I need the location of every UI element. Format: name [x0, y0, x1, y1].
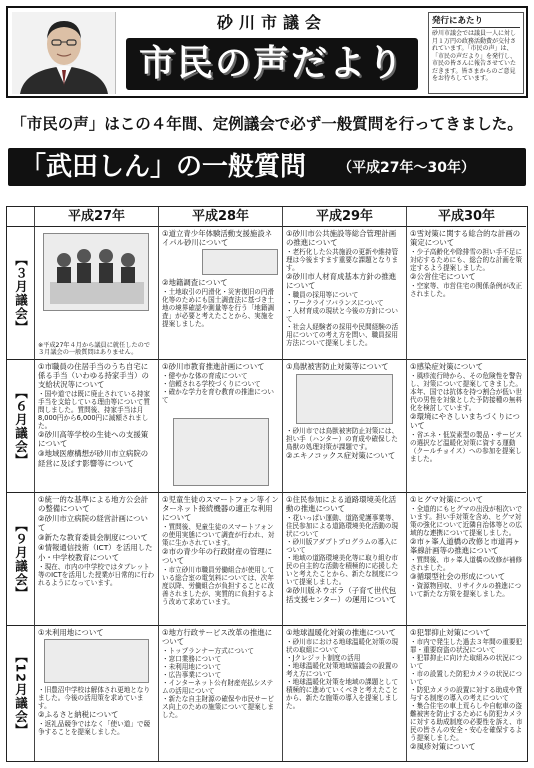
question-detail: ・質問後、市ヶ峯人道橋の改修が補修されました。 [410, 556, 523, 573]
question-detail: ・社会人経験者の採用や民間経験の活用についての考え方を問い、職員採用方法について提案しました。 [286, 323, 399, 348]
councillor-portrait [12, 12, 116, 94]
question-item: ①鳥獣被害防止対策等について [286, 362, 389, 371]
question-item: ②環境にやさしいまちづくりについて [410, 412, 520, 431]
assembly-illustration [43, 233, 149, 311]
question-detail: ・集合住宅の車上荒らしや自転車の盗難被害を防止するためにも防犯カメラに対する助成制度の必要性を訴え、市民の皆さんの安全・安心を確保するよう提案しました。 [410, 702, 523, 743]
cell-h27-june [35, 360, 159, 493]
month-header-september [7, 493, 35, 626]
question-detail: ・砂川市では鳥獣被害防止対策には、担い手（ハンター）の育成や確保した鳥獣の処理対策が課題です。 [286, 427, 399, 452]
school-photo [44, 639, 149, 683]
cell-h29-september [283, 493, 407, 626]
question-detail: ・窓口業務について [162, 655, 222, 664]
question-detail: ・新たな自主財源の確保や市民サービス向上のための施策について提案しました。 [162, 695, 275, 720]
question-grid [6, 206, 528, 762]
question-detail: ・市内で発生した過去３年間の重要犯罪・重要窃盗の状況について [410, 638, 523, 655]
newsletter-subtitle: 砂川市議会 [216, 13, 327, 32]
cell-h30-june [407, 360, 526, 493]
question-detail: ・未利用地について [162, 663, 222, 672]
year-header: 平成28年 [159, 207, 283, 227]
question-item: ①未利用地について [38, 628, 104, 637]
question-detail: ・信頼される学校づくりについて [162, 380, 261, 389]
question-item: ④情報通信技術（ICT）を活用した小・中学校教育について [38, 543, 153, 562]
question-item: ①統一的な基準による地方公会計の整備について [38, 495, 149, 514]
question-detail: ・資源物回収、リサイクルの推進について新たな方策を提案しました。 [410, 582, 522, 599]
newsletter-title: 市民の声だより [126, 38, 418, 90]
masthead [6, 6, 528, 98]
cell-h27-december [35, 626, 159, 761]
question-detail: ・現在、市内の中学校ではタブレット等のICTを活用した授業が日常的に行われるようになっています。 [38, 562, 155, 587]
question-detail: ・少子高齢化や除排雪の担い手不足に対応するためにも、総合的な計画を策定するよう提案しました。 [410, 248, 523, 273]
question-detail: ・地域の道路環境美化等に取り組む市民の自主的な活動を積極的に応援したいと考えたことから、新たな制度について提案しました。 [286, 554, 399, 587]
question-item: ②市ヶ峯人道橋の改修と市道再ヶ峯線計画等の推進について [410, 537, 521, 556]
month-label: 【６月議会】 [13, 385, 29, 467]
cell-h29-march [283, 227, 407, 360]
question-item: ②公営住宅について [410, 272, 476, 282]
cell-h30-december [407, 626, 526, 761]
question-detail: ・花いっぱい運動、道路愛護事業等、住民参加による道路環境美化活動の現状について [286, 514, 399, 539]
hunter-illustration [296, 374, 393, 424]
question-detail: ・砂川版アダプトプログラムの導入について [286, 538, 398, 555]
month-header-december [7, 626, 35, 761]
question-item: ①道立青少年体験活動支援施設ネイパル砂川について [162, 229, 273, 248]
question-detail: ・空家等、市営住宅の関係条例が改正されました。 [410, 282, 523, 299]
question-detail: ・国や道では既に廃止されている持家手当を支給している理由等について質問しました。質問後、持家手当は月8,000円から6,000円に減額されました。 [38, 390, 151, 431]
banner-title: 「武田しん」の一般質問 [20, 152, 307, 182]
question-detail: ・砂川市における地球温暖化対策の現状の取組について [286, 638, 399, 655]
cell-h30-september [407, 493, 526, 626]
question-item: ①地球温暖化対策の推進について [286, 628, 396, 637]
corner-header [7, 207, 35, 227]
question-item: ②ふるさと納税について [38, 710, 119, 720]
question-item: ③新たな教育委員会制度について [38, 533, 148, 543]
question-item: ③循環型社会の形成について [410, 572, 506, 582]
question-detail: ・防犯カメラの設置に対する助成や貸与する制度の導入の考えについて [410, 686, 523, 703]
question-detail: ・地球温暖化対策地域協議会の設置の考え方について [286, 662, 399, 679]
question-item: ①住民参加による道路環境美化活動の推進について [286, 495, 397, 514]
classroom-illustration [173, 418, 269, 486]
question-item: ②砂川市立病院の経営計画について [38, 514, 148, 533]
question-item: ③地域医療構想が砂川市立病院の経営に及ぼす影響等について [38, 449, 149, 468]
question-detail: ・Jクレジット制度の活用 [286, 654, 361, 663]
cell-h27-september [35, 493, 159, 626]
question-item: ①児童生徒のスマートフォン等インターネット接続機器の適正な利用について [162, 495, 279, 523]
question-item: ②風疹対策について [410, 742, 476, 752]
month-header-march [7, 227, 35, 360]
cell-caption: ※平成27年４月から議員に就任したので３月議会の一般質問はありません。 [38, 341, 151, 357]
facility-photo [202, 249, 278, 275]
question-item: ①感染症対策について [410, 362, 483, 371]
lead-sentence: 「市民の声」はこの４年間、定例議会で必ず一般質問を行ってきました。 [11, 115, 523, 133]
cell-h28-december [159, 626, 283, 761]
section-banner [8, 148, 526, 186]
question-item: ①ヒグマ対策について [410, 495, 483, 504]
year-header: 平成27年 [35, 207, 159, 227]
question-item: ②市の青少年の行政財産の管理について [162, 547, 273, 566]
question-detail: ・全道的にもヒグマの出没が相次いでいます。担い手対策を含め、ヒグマ対策の強化について近隣自治体等との広域的な連携について提案しました。 [410, 505, 523, 538]
question-detail: ・確かな学力を育む教育の推進について [162, 388, 274, 405]
question-detail: ・ワークライフバランスについて [286, 299, 384, 308]
year-header: 平成29年 [283, 207, 407, 227]
cell-h27-march [35, 227, 159, 360]
question-item: ①砂川市公共施設等総合管理計画の推進について [286, 229, 397, 248]
question-item: ②砂川版ネウボラ（子育て世代包括支援センター）の運用について [286, 586, 397, 605]
question-detail: ・地球温暖化対策を地域の課題として積極的に進めていくべきと考えたことから、新たな施策の導入を提案しました。 [286, 678, 399, 711]
intro-title: 発行にあたり [432, 16, 520, 28]
question-detail: ・市立砂川市職員労働組合が使用している総合室の電気料については、次年度以降、労働組合が負担することに改善されましたが、実質的に負担するよう改めて求めています。 [162, 566, 275, 607]
question-detail: ・人材育成の現状と今後の方針について [286, 307, 398, 324]
question-item: ②砂川市人材育成基本方針の推進について [286, 272, 397, 291]
question-detail: ・健やかな体の育成について [162, 372, 248, 381]
question-detail: ・トップランナー方式について [162, 647, 254, 656]
question-item: ①市職員の住居手当のうち自宅に係る手当（いわゆる持家手当）の支給状況等について [38, 362, 149, 390]
question-item: ②地籍調査について [162, 278, 228, 288]
year-header: 平成30年 [407, 207, 526, 227]
intro-body: 砂川市議会では議員一人に対し月１万円の政務活動費が交付されています。「市民の声」は、「市民の声だより」を発行し、市民の皆さんに報告させていただきます。皆さまからのご意見をお待ちしています。 [432, 30, 517, 82]
question-detail: ・返礼品競争ではなく「使い道」で競争することを提案しました。 [38, 720, 151, 737]
question-detail: ・風疹流行時から、その危険性を警告し、対策について提案してきました。本年、国では抗体を持つ割合が低い世代の男性を対象とした予防接種の無料化を検討しています。 [410, 372, 523, 413]
month-header-june [7, 360, 35, 493]
question-item: ①地方行政サービス改革の推進について [162, 628, 273, 647]
cell-h30-march [407, 227, 526, 360]
question-detail: ・広告事業について [162, 671, 222, 680]
question-detail: ・インターネット公有財産売払システムの活用について [162, 679, 274, 696]
month-label: 【３月議会】 [13, 252, 29, 334]
cell-h28-september [159, 493, 283, 626]
question-item: ②エキノコックス症対策について [286, 451, 396, 461]
banner-period: （平成27年〜30年） [338, 160, 475, 176]
question-detail: ・省エネ・低炭素型の製品・サービスの選択など温暖化対策に資する運動（クールチョイス）への参加を提案しました。 [410, 431, 523, 464]
question-item: ①砂川市教育推進計画について [162, 362, 265, 371]
question-detail: ・職員の採用等について [286, 291, 359, 300]
intro-box [428, 12, 524, 94]
question-item: ①犯罪抑止対策について [410, 628, 491, 637]
cell-h29-december [283, 626, 407, 761]
cell-h28-march [159, 227, 283, 360]
title-block [120, 12, 424, 94]
month-label: 【９月議会】 [13, 518, 29, 600]
question-detail: ・犯罪抑止に向けた取組みの状況について [410, 654, 522, 671]
question-item: ②砂川高等学校の生徒への支援策について [38, 430, 149, 449]
cell-h29-june [283, 360, 407, 493]
cell-h28-june [159, 360, 283, 493]
month-label: 【12月議会】 [13, 650, 29, 737]
question-detail: ・質問後、児童生徒のスマートフォンの使用実態について調査が行われ、対策に生かされています。 [162, 523, 275, 548]
question-detail: ・老朽化した公共施設の更新や維持管理は今後ますます重要な課題となります。 [286, 248, 399, 273]
question-detail: ・市の設置した防犯カメラの状況について [410, 670, 522, 687]
question-detail: ・土地取引の円滑化・災害復旧の円滑化等のためにも国土調査法に基づき土地の境界確認や測量等を行う「地籍調査」が必要と考えたことから、実施を提案しました。 [162, 288, 275, 329]
question-detail: ・旧豊沼中学校は解体され更地となりました。今後の活用策を求めています。 [38, 686, 151, 711]
question-item: ①雪対策に関する総合的な計画の策定について [410, 229, 521, 248]
